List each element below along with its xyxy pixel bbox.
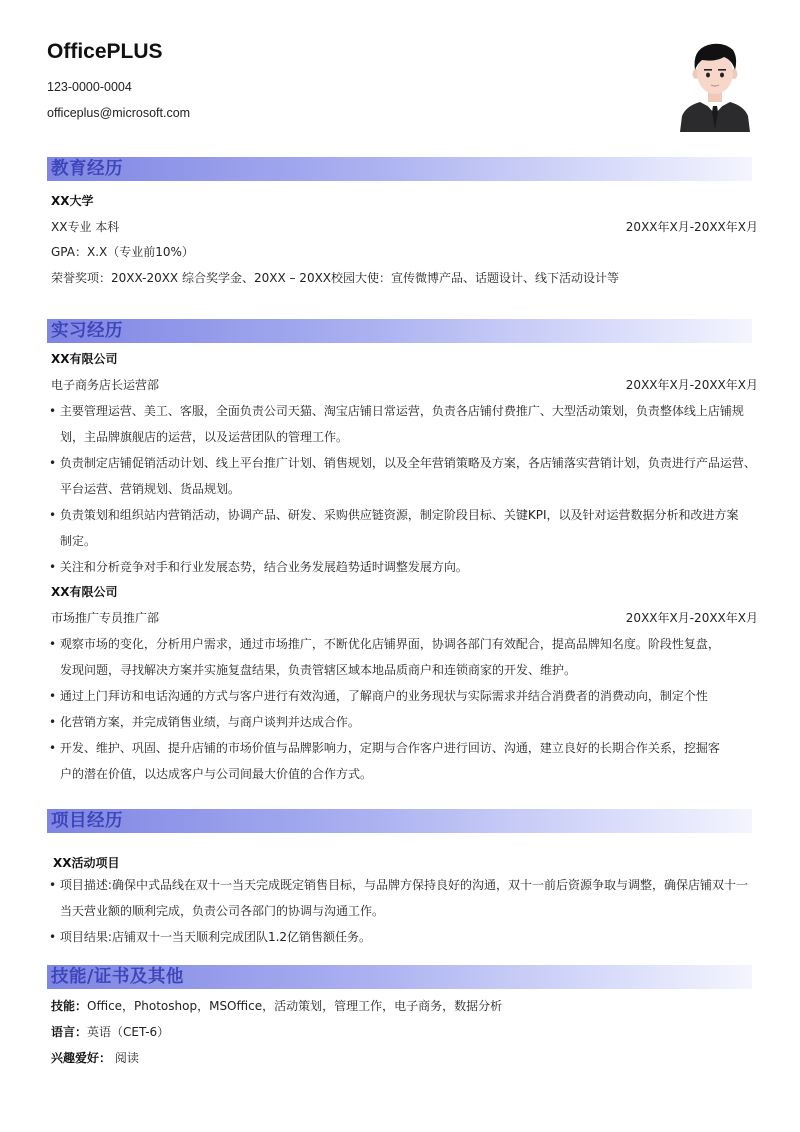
section-title-education: 教育经历 (51, 159, 123, 179)
bullet-continuation: 发现问题，寻找解决方案并实施复盘结果，负责管辖区域本地品质商户和连锁商家的开发、维护。 (60, 663, 577, 677)
bullet-item: • 项目描述:确保中式品线在双十一当天完成既定销售目标，与品牌方保持良好的沟通，双十一前后资源争取与调整，确保店铺双十一 (49, 878, 748, 892)
school-name: XX大学 (51, 194, 94, 208)
job-role: 电子商务店长运营部 (51, 378, 160, 392)
section-title-project: 项目经历 (51, 811, 123, 831)
bullet-item: • 开发、维护、巩固、提升店铺的市场价值与品牌影响力，定期与合作客户进行回访、沟通，建立良好的长期合作关系，挖掘客 (49, 741, 720, 755)
candidate-name: OfficePLUS (47, 40, 163, 63)
project-name: XX活动项目 (53, 856, 120, 870)
section-title-internship: 实习经历 (51, 321, 123, 341)
bullet-continuation: 户的潜在价值，以达成客户与公司间最大价值的合作方式。 (60, 767, 373, 781)
education-period: 20XX年X月-20XX年X月 (625, 220, 758, 234)
avatar-icon (678, 40, 752, 132)
email-address: officeplus@microsoft.com (47, 106, 191, 120)
bullet-item: • 通过上门拜访和电话沟通的方式与客户进行有效沟通，了解商户的业务现状与实际需求并结合消费者的消费动向，制定个性 (49, 689, 708, 703)
phone-number: 123-0000-0004 (47, 80, 132, 94)
bullet-continuation: 划，主品牌旗舰店的运营，以及运营团队的管理工作。 (60, 430, 349, 444)
bullet-item: • 项目结果:店铺双十一当天顺利完成团队1.2亿销售额任务。 (49, 930, 372, 944)
section-title-skills: 技能/证书及其他 (51, 967, 184, 987)
section-project (47, 809, 752, 833)
section-skills (47, 965, 752, 989)
section-internship (47, 319, 752, 343)
gpa: GPA：X.X（专业前10%） (51, 245, 194, 259)
bullet-item: • 关注和分析竞争对手和行业发展态势，结合业务发展趋势适时调整发展方向。 (49, 560, 468, 574)
bullet-item: • 主要管理运营、美工、客服，全面负责公司天猫、淘宝店铺日常运营，负责各店铺付费推广、大型活动策划，负责整体线上店铺规 (49, 404, 744, 418)
skills-row: 技能：Office，Photoshop，MSOffice，活动策划，管理工作，电子商务，数据分析 (51, 999, 503, 1013)
company-name: XX有限公司 (51, 352, 118, 366)
bullet-item: • 负责制定店铺促销活动计划、线上平台推广计划、销售规划，以及全年营销策略及方案，各店铺落实营销计划，负责进行产品运营、 (49, 456, 756, 470)
bullet-item: • 观察市场的变化，分析用户需求，通过市场推广，不断优化店铺界面，协调各部门有效配合，提高品牌知名度。阶段性复盘， (49, 637, 720, 651)
bullet-continuation: 当天营业额的顺利完成，负责公司各部门的协调与沟通工作。 (60, 904, 385, 918)
job-period: 20XX年X月-20XX年X月 (625, 378, 758, 392)
language-row: 语言：英语（CET-6） (51, 1025, 170, 1039)
honors: 荣誉奖项：20XX-20XX 综合奖学金、20XX – 20XX校园大使：宣传微博产品、话题设计、线下活动设计等 (51, 271, 620, 285)
bullet-continuation: 平台运营、营销规划、货品规划。 (60, 482, 241, 496)
bullet-item: • 化营销方案，并完成销售业绩，与商户谈判并达成合作。 (49, 715, 360, 729)
section-education (47, 157, 752, 181)
bullet-item: • 负责策划和组织站内营销活动，协调产品、研发、采购供应链资源，制定阶段目标、关键KPI，以及针对运营数据分析和改进方案 (49, 508, 739, 522)
job-period: 20XX年X月-20XX年X月 (625, 611, 758, 625)
bullet-continuation: 制定。 (60, 534, 97, 548)
major-degree: XX专业 本科 (51, 220, 120, 234)
job-role: 市场推广专员推广部 (51, 611, 160, 625)
hobby-row: 兴趣爱好： 阅读 (51, 1051, 139, 1065)
company-name: XX有限公司 (51, 585, 118, 599)
